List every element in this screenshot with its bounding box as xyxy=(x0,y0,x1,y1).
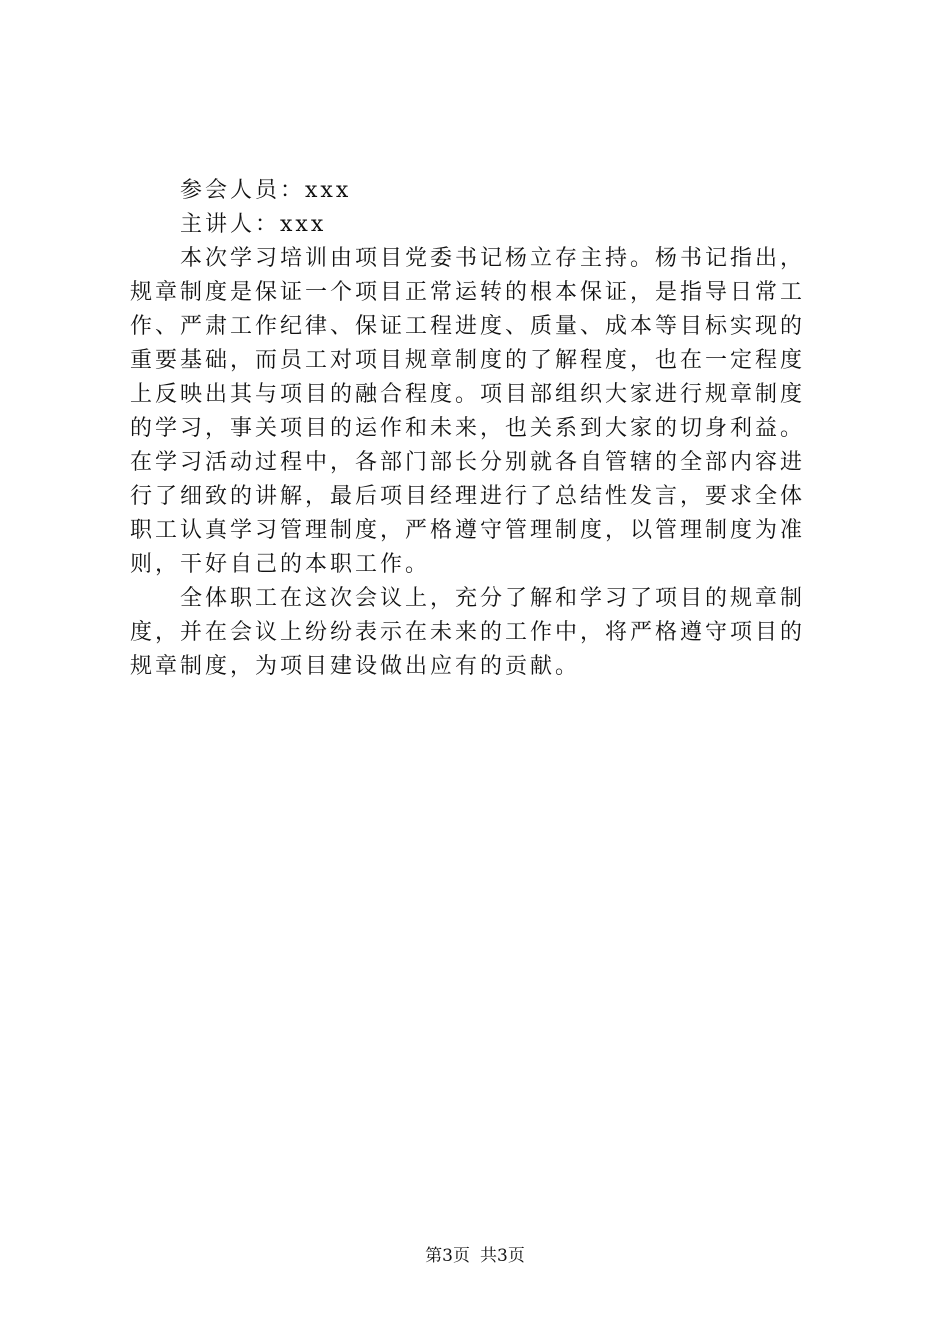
text-line: 行了细致的讲解，最后项目经理进行了总结性发言，要求全体 xyxy=(130,484,806,509)
paragraph-staff-response xyxy=(130,582,830,684)
page-number: 第3页 xyxy=(425,1246,470,1266)
text-line: 作、严肃工作纪律、保证工程进度、质量、成本等目标实现的 xyxy=(130,314,806,339)
paragraph-meeting-summary xyxy=(130,242,830,582)
attendees-line: 参会人员：xxx xyxy=(180,178,352,203)
text-line: 全体职工在这次会议上，充分了解和学习了项目的规章制 xyxy=(180,586,806,611)
text-line: 规章制度，为项目建设做出应有的贡献。 xyxy=(130,654,581,679)
text-line: 本次学习培训由项目党委书记杨立存主持。杨书记指出， xyxy=(180,246,806,271)
text-line: 的学习，事关项目的运作和未来，也关系到大家的切身利益。 xyxy=(130,416,806,441)
text-line: 度，并在会议上纷纷表示在未来的工作中，将严格遵守项目的 xyxy=(130,620,806,645)
speaker-line: 主讲人：xxx xyxy=(180,212,327,237)
page-footer xyxy=(0,1244,950,1268)
text-line: 重要基础，而员工对项目规章制度的了解程度，也在一定程度 xyxy=(130,348,806,373)
text-line: 规章制度是保证一个项目正常运转的根本保证，是指导日常工 xyxy=(130,280,806,305)
text-line: 则，干好自己的本职工作。 xyxy=(130,552,431,577)
page-total: 共3页 xyxy=(480,1246,525,1266)
text-line: 职工认真学习管理制度，严格遵守管理制度，以管理制度为准 xyxy=(130,518,806,543)
text-line: 在学习活动过程中，各部门部长分别就各自管辖的全部内容进 xyxy=(130,450,806,475)
document-body xyxy=(130,174,830,684)
text-line: 上反映出其与项目的融合程度。项目部组织大家进行规章制度 xyxy=(130,382,806,407)
